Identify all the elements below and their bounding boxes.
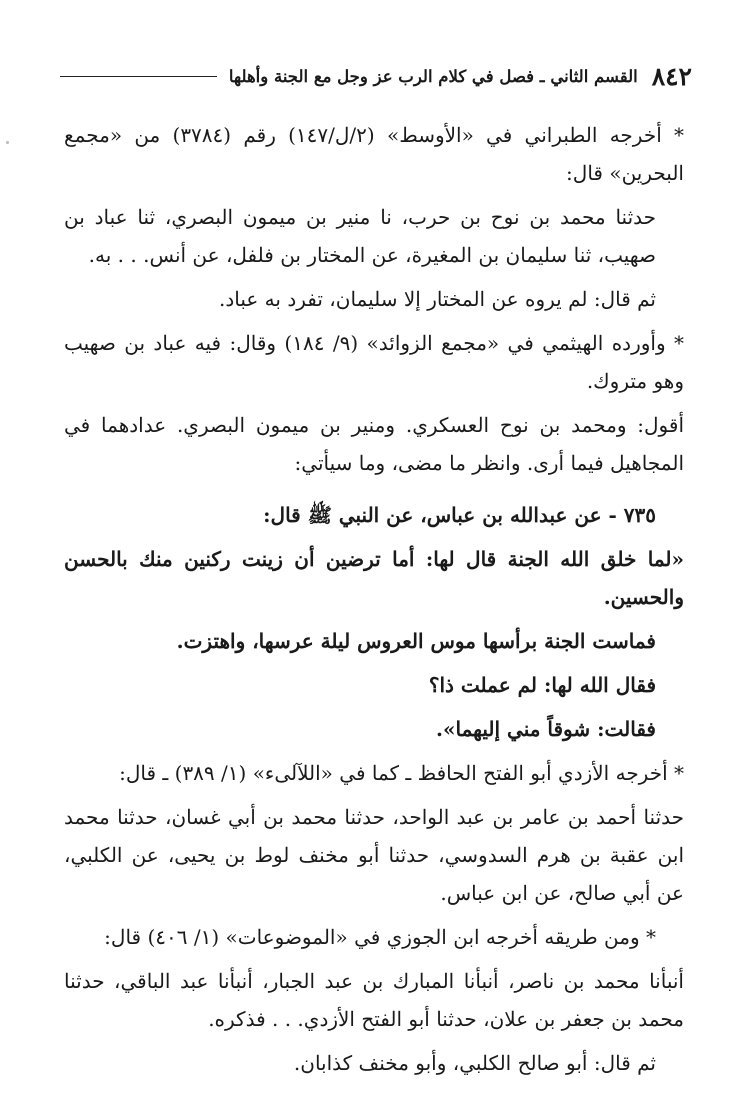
page-number: ٨٤٢ xyxy=(651,62,692,91)
paragraph: * ومن طريقه أخرجه ابن الجوزي في «الموضوعات» (١/ ٤٠٦) قال: xyxy=(104,925,656,949)
header-rule xyxy=(60,76,217,77)
paragraph: * وأورده الهيثمي في «مجمع الزوائد» (٩/ ١٨٤) وقال: فيه عباد بن صهيب وهو متروك. xyxy=(64,331,684,393)
paragraph: «لما خلق الله الجنة قال لها: أما ترضين أن زينت ركنين منك بالحسن والحسين. xyxy=(64,547,684,609)
running-header xyxy=(60,62,692,98)
margin-mark xyxy=(6,141,9,144)
paragraph: * أخرجه الطبراني في «الأوسط» (٢/ل/١٤٧) رقم (٣٧٨٤) من «مجمع البحرين» قال: xyxy=(64,123,684,185)
paragraph: أنبأنا محمد بن ناصر، أنبأنا المبارك بن عبد الجبار، أنبأنا عبد الباقي، حدثنا محمد بن جعفر بن علان، حدثنا أبو الفتح الأزدي. . . فذكره. xyxy=(64,969,684,1031)
paragraph: حدثنا محمد بن نوح بن حرب، نا منير بن ميمون البصري، ثنا عباد بن صهيب، ثنا سليمان بن المغيرة، عن المختار بن فلفل، عن أنس. . . به. xyxy=(64,205,656,267)
paragraph: * أخرجه الأزدي أبو الفتح الحافظ ـ كما في «اللآلىء» (١/ ٣٨٩) ـ قال: xyxy=(119,761,684,785)
paragraph: فقالت: شوقاً مني إليهما». xyxy=(436,717,656,741)
paragraph: ثم قال: أبو صالح الكلبي، وأبو مخنف كذابان. xyxy=(293,1051,656,1075)
running-title: القسم الثاني ـ فصل في كلام الرب عز وجل مع الجنة وأهلها xyxy=(228,67,638,86)
page-body xyxy=(64,116,684,1088)
paragraph: أقول: ومحمد بن نوح العسكري. ومنير بن ميمون البصري. عدادهما في المجاهيل فيما أرى. وانظر ما مضى، وما سيأتي: xyxy=(64,413,684,475)
paragraph: فماست الجنة برأسها موس العروس ليلة عرسها، واهتزت. xyxy=(176,629,656,653)
paragraph: ٧٣٥ - عن عبدالله بن عباس، عن النبي ﷺ قال: xyxy=(263,503,656,527)
paragraph: فقال الله لها: لم عملت ذا؟ xyxy=(428,673,656,697)
paragraph: ثم قال: لم يروه عن المختار إلا سليمان، تفرد به عباد. xyxy=(218,287,656,311)
paragraph: حدثنا أحمد بن عامر بن عبد الواحد، حدثنا محمد بن أبي غسان، حدثنا محمد ابن عقبة بن هرم السدوسي، حدثنا أبو مخنف لوط بن يحيى، عن الكلبي، عن أبي صالح، عن ابن عباس. xyxy=(64,805,684,905)
